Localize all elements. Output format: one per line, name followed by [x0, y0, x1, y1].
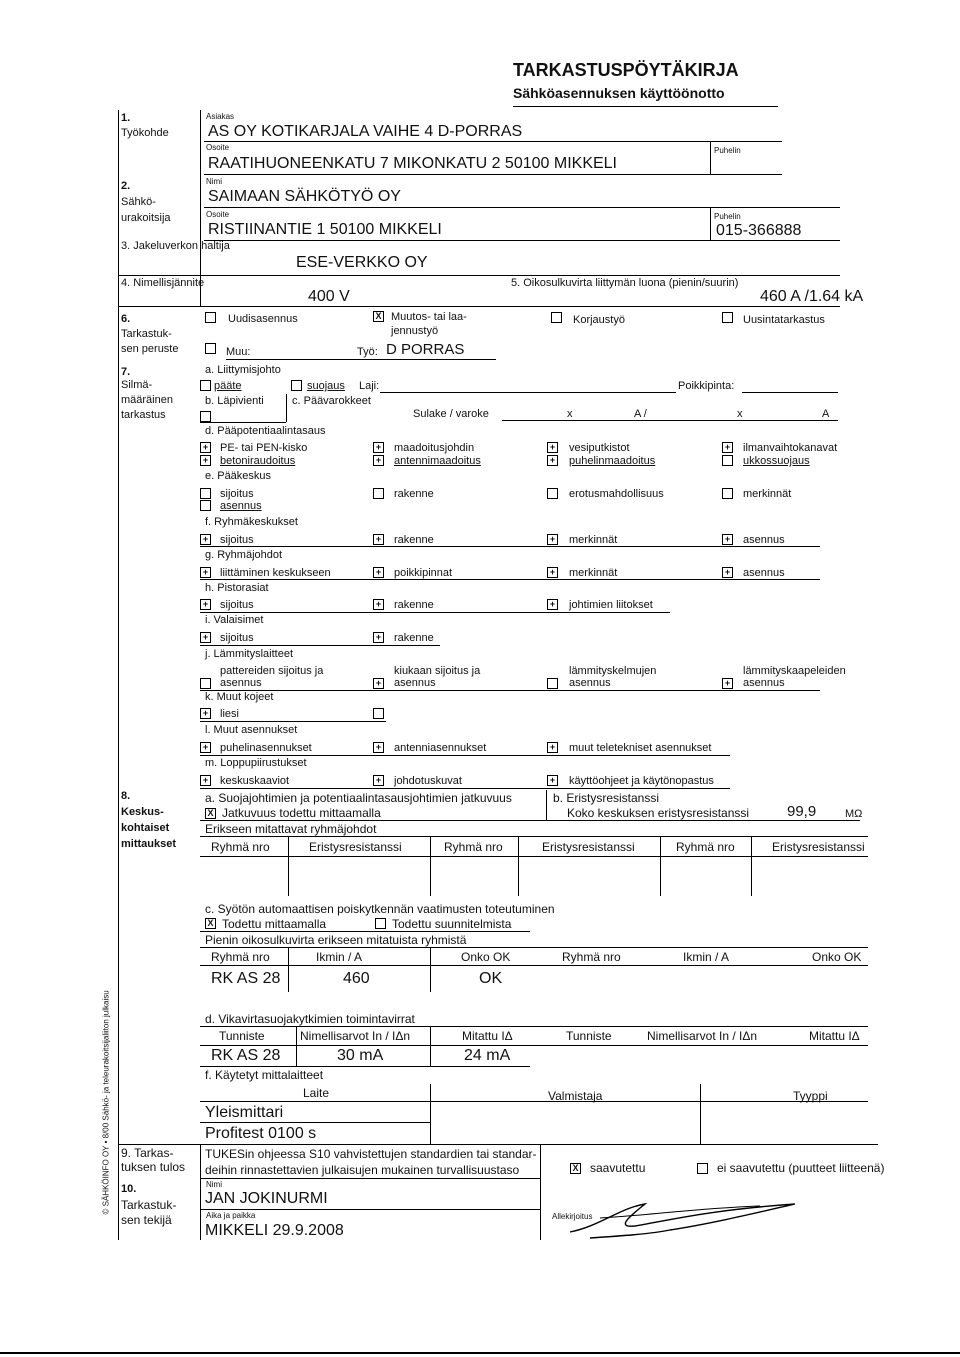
urakoitsija-osoite: RISTIINANTIE 1 50100 MIKKELI — [208, 221, 442, 238]
l-ant-checkbox[interactable]: + — [373, 742, 384, 753]
asiakas-value: AS OY KOTIKARJALA VAIHE 4 D-PORRAS — [208, 123, 523, 140]
d-r1: RK AS 28 — [211, 1047, 281, 1064]
s10-name1: 10. — [121, 1183, 137, 1195]
liesi-checkbox[interactable]: + — [200, 708, 211, 719]
vikavirta-heading: d. Vikavirtasuojakytkimien toimintavirrat — [205, 1012, 415, 1026]
tod-suunnitelmista-label: Todettu suunnitelmista — [392, 917, 512, 931]
sulake-a1: A / — [634, 408, 647, 420]
paate-checkbox[interactable] — [200, 380, 211, 391]
j2-label-b: asennus — [394, 677, 436, 689]
laite2: Profitest 0100 s — [205, 1125, 317, 1142]
j3-label-b: asennus — [569, 677, 611, 689]
c-i1: 460 — [343, 970, 370, 987]
g-liit-label: liittäminen keskukseen — [220, 567, 331, 579]
k-empty-checkbox[interactable] — [373, 708, 384, 719]
d-h6: Mitattu IΔ — [809, 1029, 860, 1043]
h-joht-label: johtimien liitokset — [569, 599, 653, 611]
g-as-checkbox[interactable]: + — [722, 567, 733, 578]
sulake-x2: x — [737, 408, 743, 420]
poikkipinta-label: Poikkipinta: — [678, 380, 735, 392]
e-merkinnat-label: merkinnät — [743, 488, 792, 500]
f-merkinnat-label: merkinnät — [569, 534, 618, 546]
vesi-label: vesiputkistot — [569, 442, 630, 454]
liittymisjohto-label: a. Liittymisjohto — [205, 364, 281, 376]
s7-number: 7. — [121, 366, 131, 378]
antenni-checkbox[interactable]: + — [373, 455, 384, 466]
s8-name3: mittaukset — [121, 838, 177, 850]
j1-label-b: asennus — [220, 677, 262, 689]
muutos-checkbox[interactable]: X — [373, 311, 384, 322]
suojaus-label: suojaus — [307, 380, 345, 392]
eristys-col3: Eristysresistanssi — [772, 840, 865, 854]
j4-label-b: asennus — [743, 677, 785, 689]
e-asennus-checkbox[interactable] — [200, 500, 211, 511]
urakoitsija-osoite-label: Osoite — [206, 210, 230, 219]
e-asennus-label: asennus — [220, 500, 262, 512]
eristys-col1: Eristysresistanssi — [309, 840, 402, 854]
f-asennus-checkbox[interactable]: + — [722, 534, 733, 545]
g-poik-checkbox[interactable]: + — [373, 567, 384, 578]
jatkuvuus-checkbox[interactable]: X — [205, 808, 216, 819]
f-merkinnat-checkbox[interactable]: + — [547, 534, 558, 545]
d-n1: 30 mA — [337, 1047, 384, 1064]
i-rak-checkbox[interactable]: + — [373, 632, 384, 643]
tyo-label: Työ: — [357, 346, 378, 358]
s2-name1: Sähkö- — [121, 196, 156, 208]
s4-label: 4. Nimellisjännite — [121, 277, 205, 289]
e-erotus-checkbox[interactable] — [547, 488, 558, 499]
toteutuminen-heading: c. Syötön automaattisen poiskytkennän vaatimusten toteutuminen — [205, 902, 555, 916]
uudis-checkbox[interactable] — [205, 312, 216, 323]
ryhmakeskukset-label: f. Ryhmäkeskukset — [205, 516, 298, 528]
j3-checkbox[interactable] — [547, 678, 558, 689]
m-joht-label: johdotuskuvat — [394, 775, 462, 787]
ei-saavutettu-label: ei saavutettu (puutteet liitteenä) — [717, 1161, 885, 1175]
nimi-label: Nimi — [206, 177, 222, 186]
ryhmajohdot-label: g. Ryhmäjohdot — [205, 549, 283, 561]
d-h1: Tunniste — [219, 1029, 265, 1043]
s9-name1: 9. Tarkas- — [121, 1146, 174, 1160]
valmistaja-col: Valmistaja — [548, 1089, 603, 1103]
g-merk-checkbox[interactable]: + — [547, 567, 558, 578]
sulake-label: Sulake / varoke — [413, 408, 489, 420]
e-merkinnat-checkbox[interactable] — [722, 488, 733, 499]
d-h3: Mitattu IΔ — [462, 1029, 513, 1043]
e-rakenne-label: rakenne — [394, 488, 434, 500]
s9-name2: tuksen tulos — [121, 1160, 186, 1174]
uusinta-label: Uusintatarkastus — [743, 314, 825, 326]
d-h4: Tunniste — [566, 1029, 612, 1043]
c-h6: Onko OK — [812, 950, 862, 964]
j1-checkbox[interactable] — [200, 678, 211, 689]
l-muut-checkbox[interactable]: + — [547, 742, 558, 753]
s5-value: 460 A /1.64 kA — [760, 288, 864, 305]
ei-saavutettu-checkbox[interactable] — [697, 1163, 708, 1174]
puhelin1-label: Puhelin — [714, 146, 741, 155]
i-sij-label: sijoitus — [220, 632, 254, 644]
s5-label: 5. Oikosulkuvirta liittymän luona (pienin/suurin) — [511, 277, 739, 289]
paavarokkeet-label: c. Päävarokkeet — [292, 395, 371, 407]
koko-label: Koko keskuksen eristysresistanssi — [567, 806, 750, 820]
s2-name2: urakoitsija — [121, 212, 171, 224]
pistorasiat-label: h. Pistorasiat — [205, 582, 269, 594]
pe-label: PE- tai PEN-kisko — [220, 442, 308, 454]
s3-label: 3. Jakeluverkon haltija — [121, 240, 230, 252]
s2-number: 2. — [121, 180, 131, 192]
ukko-checkbox[interactable] — [722, 455, 733, 466]
jatkuvuus-label: Jatkuvuus todettu mittaamalla — [222, 806, 381, 820]
s8-name1: Keskus- — [121, 806, 164, 818]
suojaus-checkbox[interactable] — [291, 380, 302, 391]
form-subtitle: Sähköasennuksen käyttöönotto — [513, 85, 725, 101]
muu-checkbox[interactable] — [205, 343, 216, 354]
tod-suunnitelmista-checkbox[interactable] — [375, 918, 386, 929]
d-m1: 24 mA — [464, 1047, 511, 1064]
e-rakenne-checkbox[interactable] — [373, 488, 384, 499]
g-liit-checkbox[interactable]: + — [200, 567, 211, 578]
form-title: TARKASTUSPÖYTÄKIRJA — [513, 60, 739, 80]
lammityslaitteet-label: j. Lämmityslaitteet — [205, 648, 294, 660]
i-sij-checkbox[interactable]: + — [200, 632, 211, 643]
asiakas-label: Asiakas — [206, 112, 235, 121]
s10-aika-label: Aika ja paikka — [206, 1211, 256, 1220]
l-puh-label: puhelinasennukset — [220, 742, 312, 754]
eristys-col2: Eristysresistanssi — [542, 840, 635, 854]
saavutettu-label: saavutettu — [590, 1161, 646, 1175]
d-h5: Nimellisarvot In / IΔn — [647, 1029, 758, 1043]
c-ok1: OK — [479, 970, 503, 987]
puhelinmaa-checkbox[interactable]: + — [547, 455, 558, 466]
uudis-label: Uudisasennus — [228, 313, 298, 325]
ryhma-col3: Ryhmä nro — [676, 840, 735, 854]
maadoitus-label: maadoitusjohdin — [394, 442, 475, 454]
koko-unit: MΩ — [845, 808, 863, 820]
muu-label: Muu: — [226, 346, 251, 358]
s6-number: 6. — [121, 313, 131, 325]
ukko-label: ukkossuojaus — [743, 455, 810, 467]
d-h2: Nimellisarvot In / IΔn — [300, 1029, 411, 1043]
s10-nimi: JAN JOKINURMI — [205, 1190, 328, 1207]
ryhma-col2: Ryhmä nro — [444, 840, 503, 854]
puhelin2-label: Puhelin — [714, 212, 741, 221]
h-sij-label: sijoitus — [220, 599, 254, 611]
s6-name2: sen peruste — [121, 343, 179, 355]
g-as-label: asennus — [743, 567, 785, 579]
l-puh-checkbox[interactable]: + — [200, 742, 211, 753]
m-joht-checkbox[interactable]: + — [373, 775, 384, 786]
puhelinmaa-label: puhelinmaadoitus — [569, 455, 656, 467]
korjaus-checkbox[interactable] — [551, 312, 562, 323]
j1-label-a: pattereiden sijoitus ja — [220, 665, 324, 677]
s7-name3: tarkastus — [121, 409, 166, 421]
osoite-value: RAATIHUONEENKATU 7 MIKONKATU 2 50100 MIKKELI — [208, 155, 617, 172]
liesi-label: liesi — [220, 708, 239, 720]
m-kesk-label: keskuskaaviot — [220, 775, 290, 787]
ilma-label: ilmanvaihtokanavat — [743, 442, 838, 454]
s8-number: 8. — [121, 790, 131, 802]
s6-name1: Tarkastuk- — [121, 328, 172, 340]
c-h1: Ryhmä nro — [211, 950, 270, 964]
vesi-checkbox[interactable]: + — [547, 442, 558, 453]
uusinta-checkbox[interactable] — [722, 312, 733, 323]
s3-value: ESE-VERKKO OY — [296, 254, 428, 271]
ilma-checkbox[interactable]: + — [722, 442, 733, 453]
beton-label: betoniraudoitus — [220, 455, 296, 467]
m-kaytto-label: käyttöohjeet ja käytönopastus — [569, 775, 714, 787]
loppupiirustukset-label: m. Loppupiirustukset — [205, 757, 307, 769]
sulake-a2: A — [822, 408, 830, 420]
side-copyright: © SÄHKÖINFO OY • 8/00 Sähkö- ja teleurakoitsijaliiton julkaisu — [101, 990, 111, 1215]
tyyppi-col: Tyyppi — [793, 1089, 828, 1103]
sulake-x1: x — [567, 408, 573, 420]
m-kesk-checkbox[interactable]: + — [200, 775, 211, 786]
h-sij-checkbox[interactable]: + — [200, 599, 211, 610]
c-h3: Onko OK — [461, 950, 511, 964]
allekirjoitus-label: Allekirjoitus — [552, 1212, 593, 1221]
paakeskus-label: e. Pääkeskus — [205, 470, 272, 482]
jatkuvuus-heading: a. Suojajohtimien ja potentiaalintasausjohtimien jatkuvuus — [205, 791, 512, 805]
h-rak-label: rakenne — [394, 599, 434, 611]
s10-name3: sen tekijä — [121, 1213, 172, 1227]
tod-mittaamalla-checkbox[interactable]: X — [205, 918, 216, 929]
s4-value: 400 V — [308, 288, 350, 305]
h-rak-checkbox[interactable]: + — [373, 599, 384, 610]
f-rakenne-label: rakenne — [394, 534, 434, 546]
s1-number: 1. — [121, 112, 131, 124]
s7-name1: Silmä- — [121, 379, 153, 391]
puhelin2-value: 015-366888 — [716, 222, 802, 239]
f-rakenne-checkbox[interactable]: + — [373, 534, 384, 545]
l-ant-label: antenniasennukset — [394, 742, 487, 754]
pienin-label: Pienin oikosulkuvirta erikseen mitatuista ryhmistä — [205, 933, 467, 947]
laji-label: Laji: — [359, 380, 380, 392]
erikseen-label: Erikseen mitattavat ryhmäjohdot — [205, 822, 377, 836]
s10-nimi-label: Nimi — [206, 1180, 222, 1189]
muut-kojeet-label: k. Muut kojeet — [205, 691, 274, 703]
urakoitsija-nimi: SAIMAAN SÄHKÖTYÖ OY — [208, 188, 401, 205]
g-merk-label: merkinnät — [569, 567, 618, 579]
muutos-label2: jennustyö — [391, 325, 439, 337]
e-erotus-label: erotusmahdollisuus — [569, 488, 664, 500]
laite1: Yleismittari — [205, 1104, 284, 1121]
m-kaytto-checkbox[interactable]: + — [547, 775, 558, 786]
valaisimet-label: i. Valaisimet — [205, 614, 264, 626]
paate-label: pääte — [214, 380, 242, 392]
osoite-label: Osoite — [206, 143, 230, 152]
lapivienti-checkbox[interactable] — [200, 411, 211, 422]
eristys-heading: b. Eristysresistanssi — [553, 791, 660, 805]
j3-label-a: lämmityskelmujen — [569, 665, 657, 677]
muutos-label1: Muutos- tai laa- — [391, 311, 467, 323]
c-r1: RK AS 28 — [211, 970, 281, 987]
antenni-label: antennimaadoitus — [394, 455, 481, 467]
muut-asennukset-label: l. Muut asennukset — [205, 724, 298, 736]
h-joht-checkbox[interactable]: + — [547, 599, 558, 610]
f-sijoitus-checkbox[interactable]: + — [200, 534, 211, 545]
s7-name2: määräinen — [121, 394, 173, 406]
s1-name: Työkohde — [121, 127, 169, 139]
f-sijoitus-label: sijoitus — [220, 534, 254, 546]
s10-aika: MIKKELI 29.9.2008 — [205, 1222, 344, 1239]
s9-text2: deihin rinnastettavien julkaisujen mukainen turvallisuustaso — [205, 1163, 520, 1177]
korjaus-label: Korjaustyö — [573, 314, 625, 326]
beton-checkbox[interactable]: + — [200, 455, 211, 466]
maadoitus-checkbox[interactable]: + — [373, 442, 384, 453]
pe-checkbox[interactable]: + — [200, 442, 211, 453]
j4-checkbox[interactable]: + — [722, 678, 733, 689]
j2-checkbox[interactable]: + — [373, 678, 384, 689]
e-sijoitus-label: sijoitus — [220, 488, 254, 500]
e-sijoitus-checkbox[interactable] — [200, 488, 211, 499]
ryhma-col1: Ryhmä nro — [211, 840, 270, 854]
saavutettu-checkbox[interactable]: X — [570, 1163, 581, 1174]
s10-name2: Tarkastuk- — [121, 1198, 177, 1212]
c-h2: Ikmin / A — [316, 950, 363, 964]
c-h4: Ryhmä nro — [562, 950, 621, 964]
lapivienti-label: b. Läpivienti — [205, 395, 264, 407]
s9-text1: TUKESin ohjeessa S10 vahvistettujen standardien tai standar- — [205, 1147, 537, 1161]
s8-name2: kohtaiset — [121, 822, 170, 834]
g-poik-label: poikkipinnat — [394, 567, 453, 579]
l-muut-label: muut teletekniset asennukset — [569, 742, 712, 754]
j4-label-a: lämmityskaapeleiden — [743, 665, 846, 677]
c-h5: Ikmin / A — [683, 950, 730, 964]
j2-label-a: kiukaan sijoitus ja — [394, 665, 481, 677]
tyo-value: D PORRAS — [386, 341, 465, 358]
koko-value: 99,9 — [787, 803, 817, 820]
f-asennus-label: asennus — [743, 534, 785, 546]
laite-col: Laite — [303, 1086, 330, 1100]
signature — [560, 1196, 820, 1242]
mittalaitteet-heading: f. Käytetyt mittalaitteet — [205, 1068, 324, 1082]
i-rak-label: rakenne — [394, 632, 434, 644]
tod-mittaamalla-label: Todettu mittaamalla — [222, 917, 327, 931]
potentiaalintasaus-label: d. Pääpotentiaalintasaus — [205, 425, 326, 437]
